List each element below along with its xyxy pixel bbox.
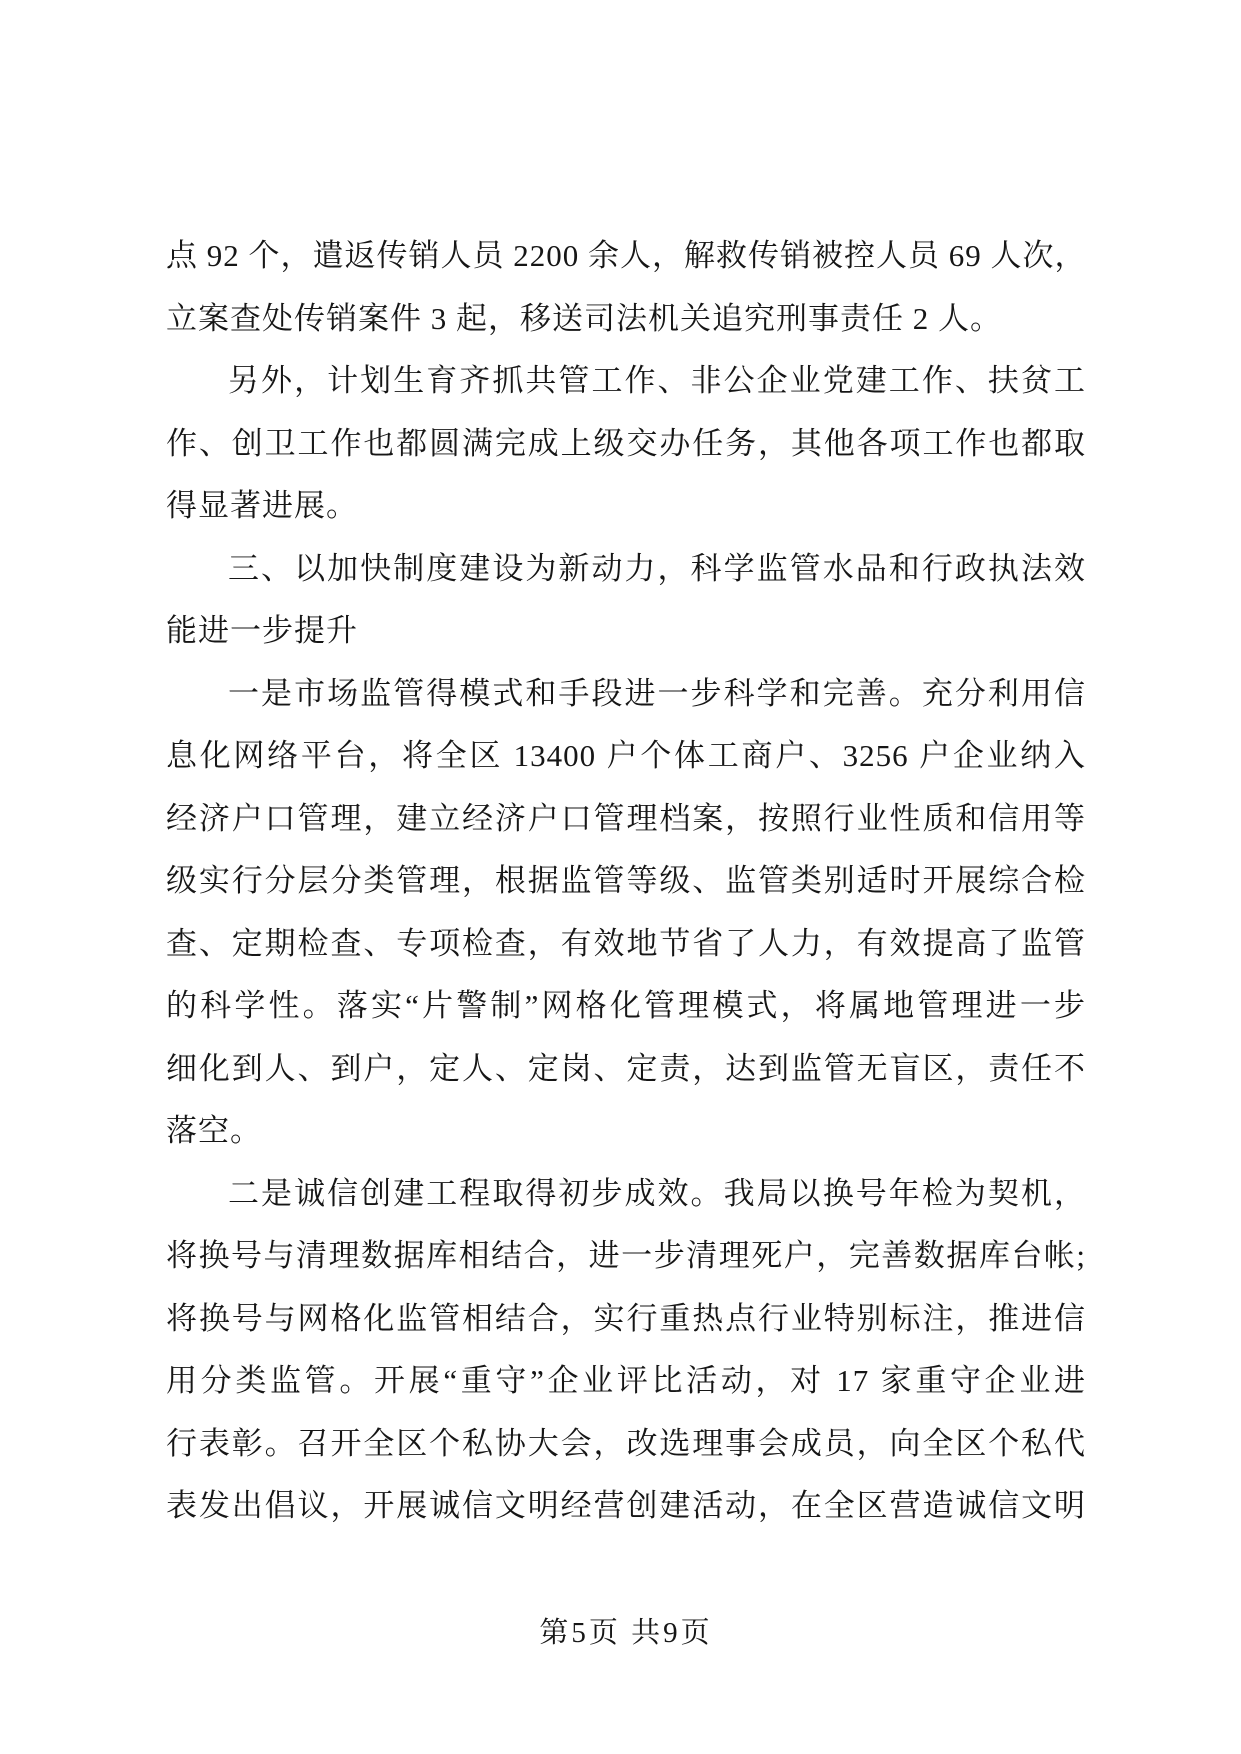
text-line: 得显著进展。 [166,488,358,523]
text-line: 表发出倡议，开展诚信文明经营创建活动，在全区营造诚信文明 [166,1488,1086,1523]
text-line: 的科学性。落实“片警制”网格化管理模式，将属地管理进一步 [166,988,1086,1023]
text-line: 立案查处传销案件 3 起，移送司法机关追究刑事责任 2 人。 [166,300,1002,336]
text-line: 用分类监管。开展“重守”企业评比活动，对 17 家重守企业进 [166,1363,1086,1398]
text-line: 另外，计划生育齐抓共管工作、非公企业党建工作、扶贫工 [228,363,1086,398]
text-line: 作、创卫工作也都圆满完成上级交办任务，其他各项工作也都取 [166,425,1086,461]
text-line: 能进一步提升 [166,613,358,648]
text-line: 细化到人、到户，定人、定岗、定责，达到监管无盲区，责任不 [166,1050,1086,1086]
text-line: 三、以加快制度建设为新动力，科学监管水品和行政执法效 [228,550,1086,586]
text-line: 将换号与网格化监管相结合，实行重热点行业特别标注，推进信 [166,1300,1086,1336]
text-line: 级实行分层分类管理，根据监管等级、监管类别适时开展综合检 [166,863,1086,898]
text-line: 经济户口管理，建立经济户口管理档案，按照行业性质和信用等 [166,800,1086,836]
text-line: 一是市场监管得模式和手段进一步科学和完善。充分利用信 [228,675,1086,711]
text-line: 息化网络平台，将全区 13400 户个体工商户、3256 户企业纳入 [166,738,1086,773]
text-line: 落空。 [166,1113,262,1148]
text-line: 行表彰。召开全区个私协大会，改选理事会成员，向全区个私代 [166,1425,1086,1461]
text-line: 二是诚信创建工程取得初步成效。我局以换号年检为契机， [228,1175,1086,1211]
document-body [166,225,1086,1538]
page-footer: 第5页 共9页 [539,1617,713,1649]
text-line: 将换号与清理数据库相结合，进一步清理死户，完善数据库台帐; [166,1238,1086,1273]
text-line: 点 92 个，遣返传销人员 2200 余人，解救传销被控人员 69 人次， [166,238,1087,273]
text-line: 查、定期检查、专项检查，有效地节省了人力，有效提高了监管 [166,925,1086,961]
